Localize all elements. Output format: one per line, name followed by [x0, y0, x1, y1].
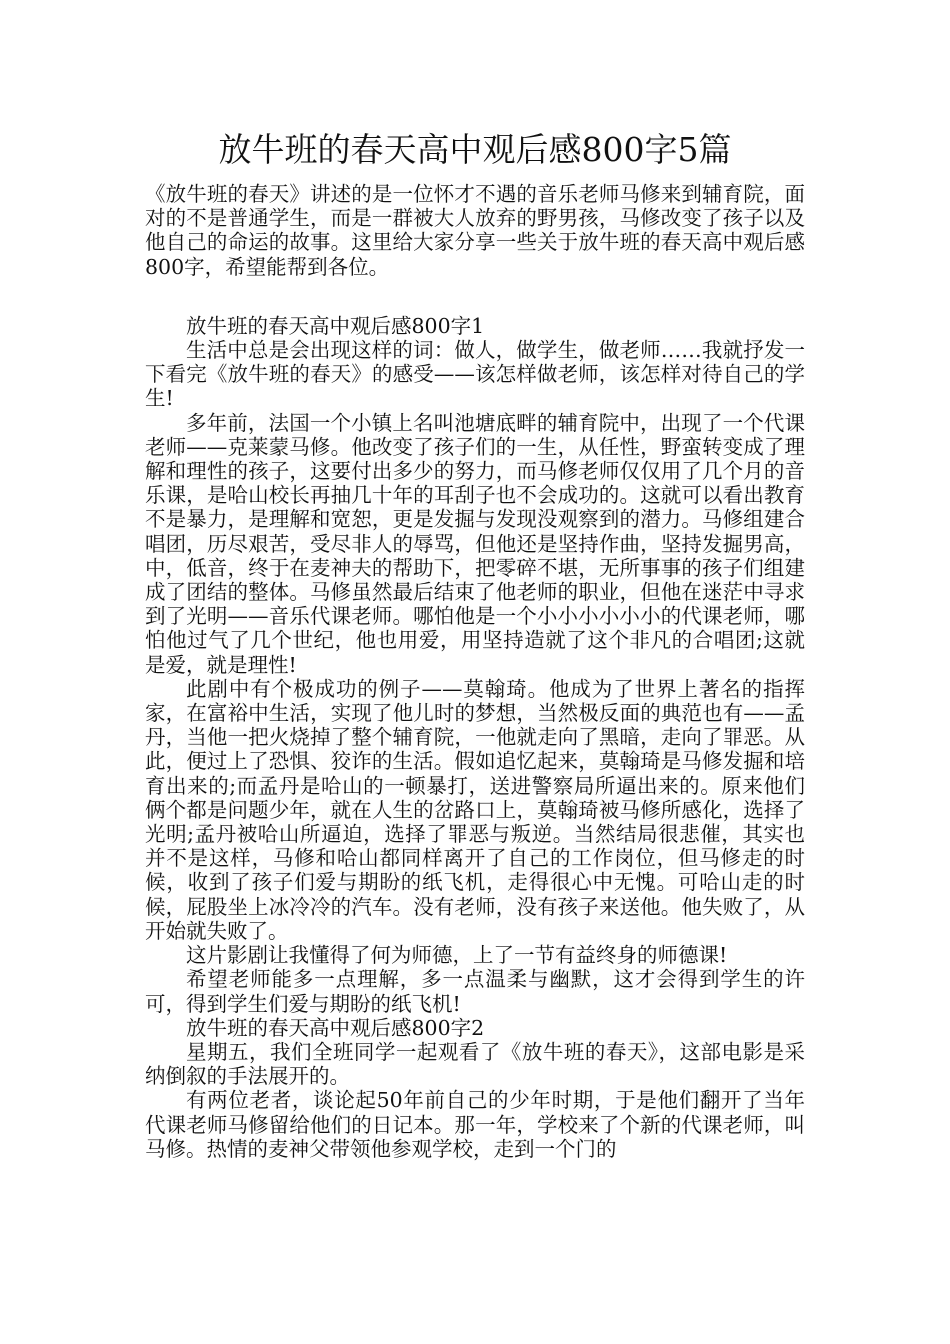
section-2-paragraph-1: 星期五，我们全班同学一起观看了《放牛班的春天》，这部电影是采纳倒叙的手法展开的。 [145, 1039, 805, 1089]
document-title: 放牛班的春天高中观后感800字5篇 [218, 130, 732, 169]
paragraph-gap [145, 279, 805, 314]
section-1-paragraph-3: 此剧中有个极成功的例子——莫翰琦。他成为了世界上著名的指挥家，在富裕中生活，实现了他儿时的梦想，当然极反面的典范也有——孟丹，当他一把火烧掉了整个辅育院，一他就走向了黑暗，走向了罪恶。从此，便过上了恐惧、狡诈的生活。假如追忆起来，莫翰琦是马修发掘和培育出来的;而孟丹是哈山的一顿暴打，送进警察局所逼出来的。原来他们俩个都是问题少年，就在人生的岔路口上，莫翰琦被马修所感化，选择了光明;孟丹被哈山所逼迫，选择了罪恶与叛逆。当然结局很悲催，其实也并不是这样，马修和哈山都同样离开了自己的工作岗位，但马修走的时候，收到了孩子们爱与期盼的纸飞机，走得很心中无愧。可哈山走的时候，屁股坐上冰冷冷的汽车。没有老师，没有孩子来送他。他失败了，从开始就失败了。 [145, 676, 805, 943]
document-page [145, 128, 805, 1161]
section-1-paragraph-1: 生活中总是会出现这样的词：做人，做学生，做老师……我就抒发一下看完《放牛班的春天》的感受——该怎样做老师，该怎样对待自己的学生! [145, 338, 805, 411]
section-1-heading: 放牛班的春天高中观后感800字1 [186, 313, 485, 338]
intro-paragraph: 《放牛班的春天》讲述的是一位怀才不遇的音乐老师马修来到辅育院，面对的不是普通学生，而是一群被大人放弃的野男孩，马修改变了孩子以及他自己的命运的故事。这里给大家分享一些关于放牛班的春天高中观后感800字，希望能帮到各位。 [145, 182, 805, 279]
section-2-paragraph-2: 有两位老者，谈论起50年前自己的少年时期，于是他们翻开了当年代课老师马修留给他们的日记本。那一年，学校来了个新的代课老师，叫马修。热情的麦神父带领他参观学校，走到一个门的 [145, 1088, 805, 1161]
section-1-paragraph-5: 希望老师能多一点理解，多一点温柔与幽默，这才会得到学生的许可，得到学生们爱与期盼的纸飞机! [145, 967, 805, 1016]
section-2-heading: 放牛班的春天高中观后感800字2 [186, 1015, 485, 1040]
section-1-paragraph-2: 多年前，法国一个小镇上名叫池塘底畔的辅育院中，出现了一个代课老师——克莱蒙马修。他改变了孩子们的一生，从任性，野蛮转变成了理解和理性的孩子，这要付出多少的努力，而马修老师仅仅用了几个月的音乐课，是哈山校长再抽几十年的耳刮子也不会成功的。这就可以看出教育不是暴力，是理解和宽恕，更是发掘与发现没观察到的潜力。马修组建合唱团，历尽艰苦，受尽非人的辱骂，但他还是坚持作曲，坚持发掘男高，中，低音，终于在麦神夫的帮助下，把零碎不堪，无所事事的孩子们组建成了团结的整体。马修虽然最后结束了他老师的职业，但他在迷茫中寻求到了光明——音乐代课老师。哪怕他是一个小小小小小小的代课老师，哪怕他过气了几个世纪，他也用爱，用坚持造就了这个非凡的合唱团;这就是爱，就是理性! [145, 410, 805, 677]
section-1-paragraph-4: 这片影剧让我懂得了何为师德，上了一节有益终身的师德课! [186, 943, 728, 968]
